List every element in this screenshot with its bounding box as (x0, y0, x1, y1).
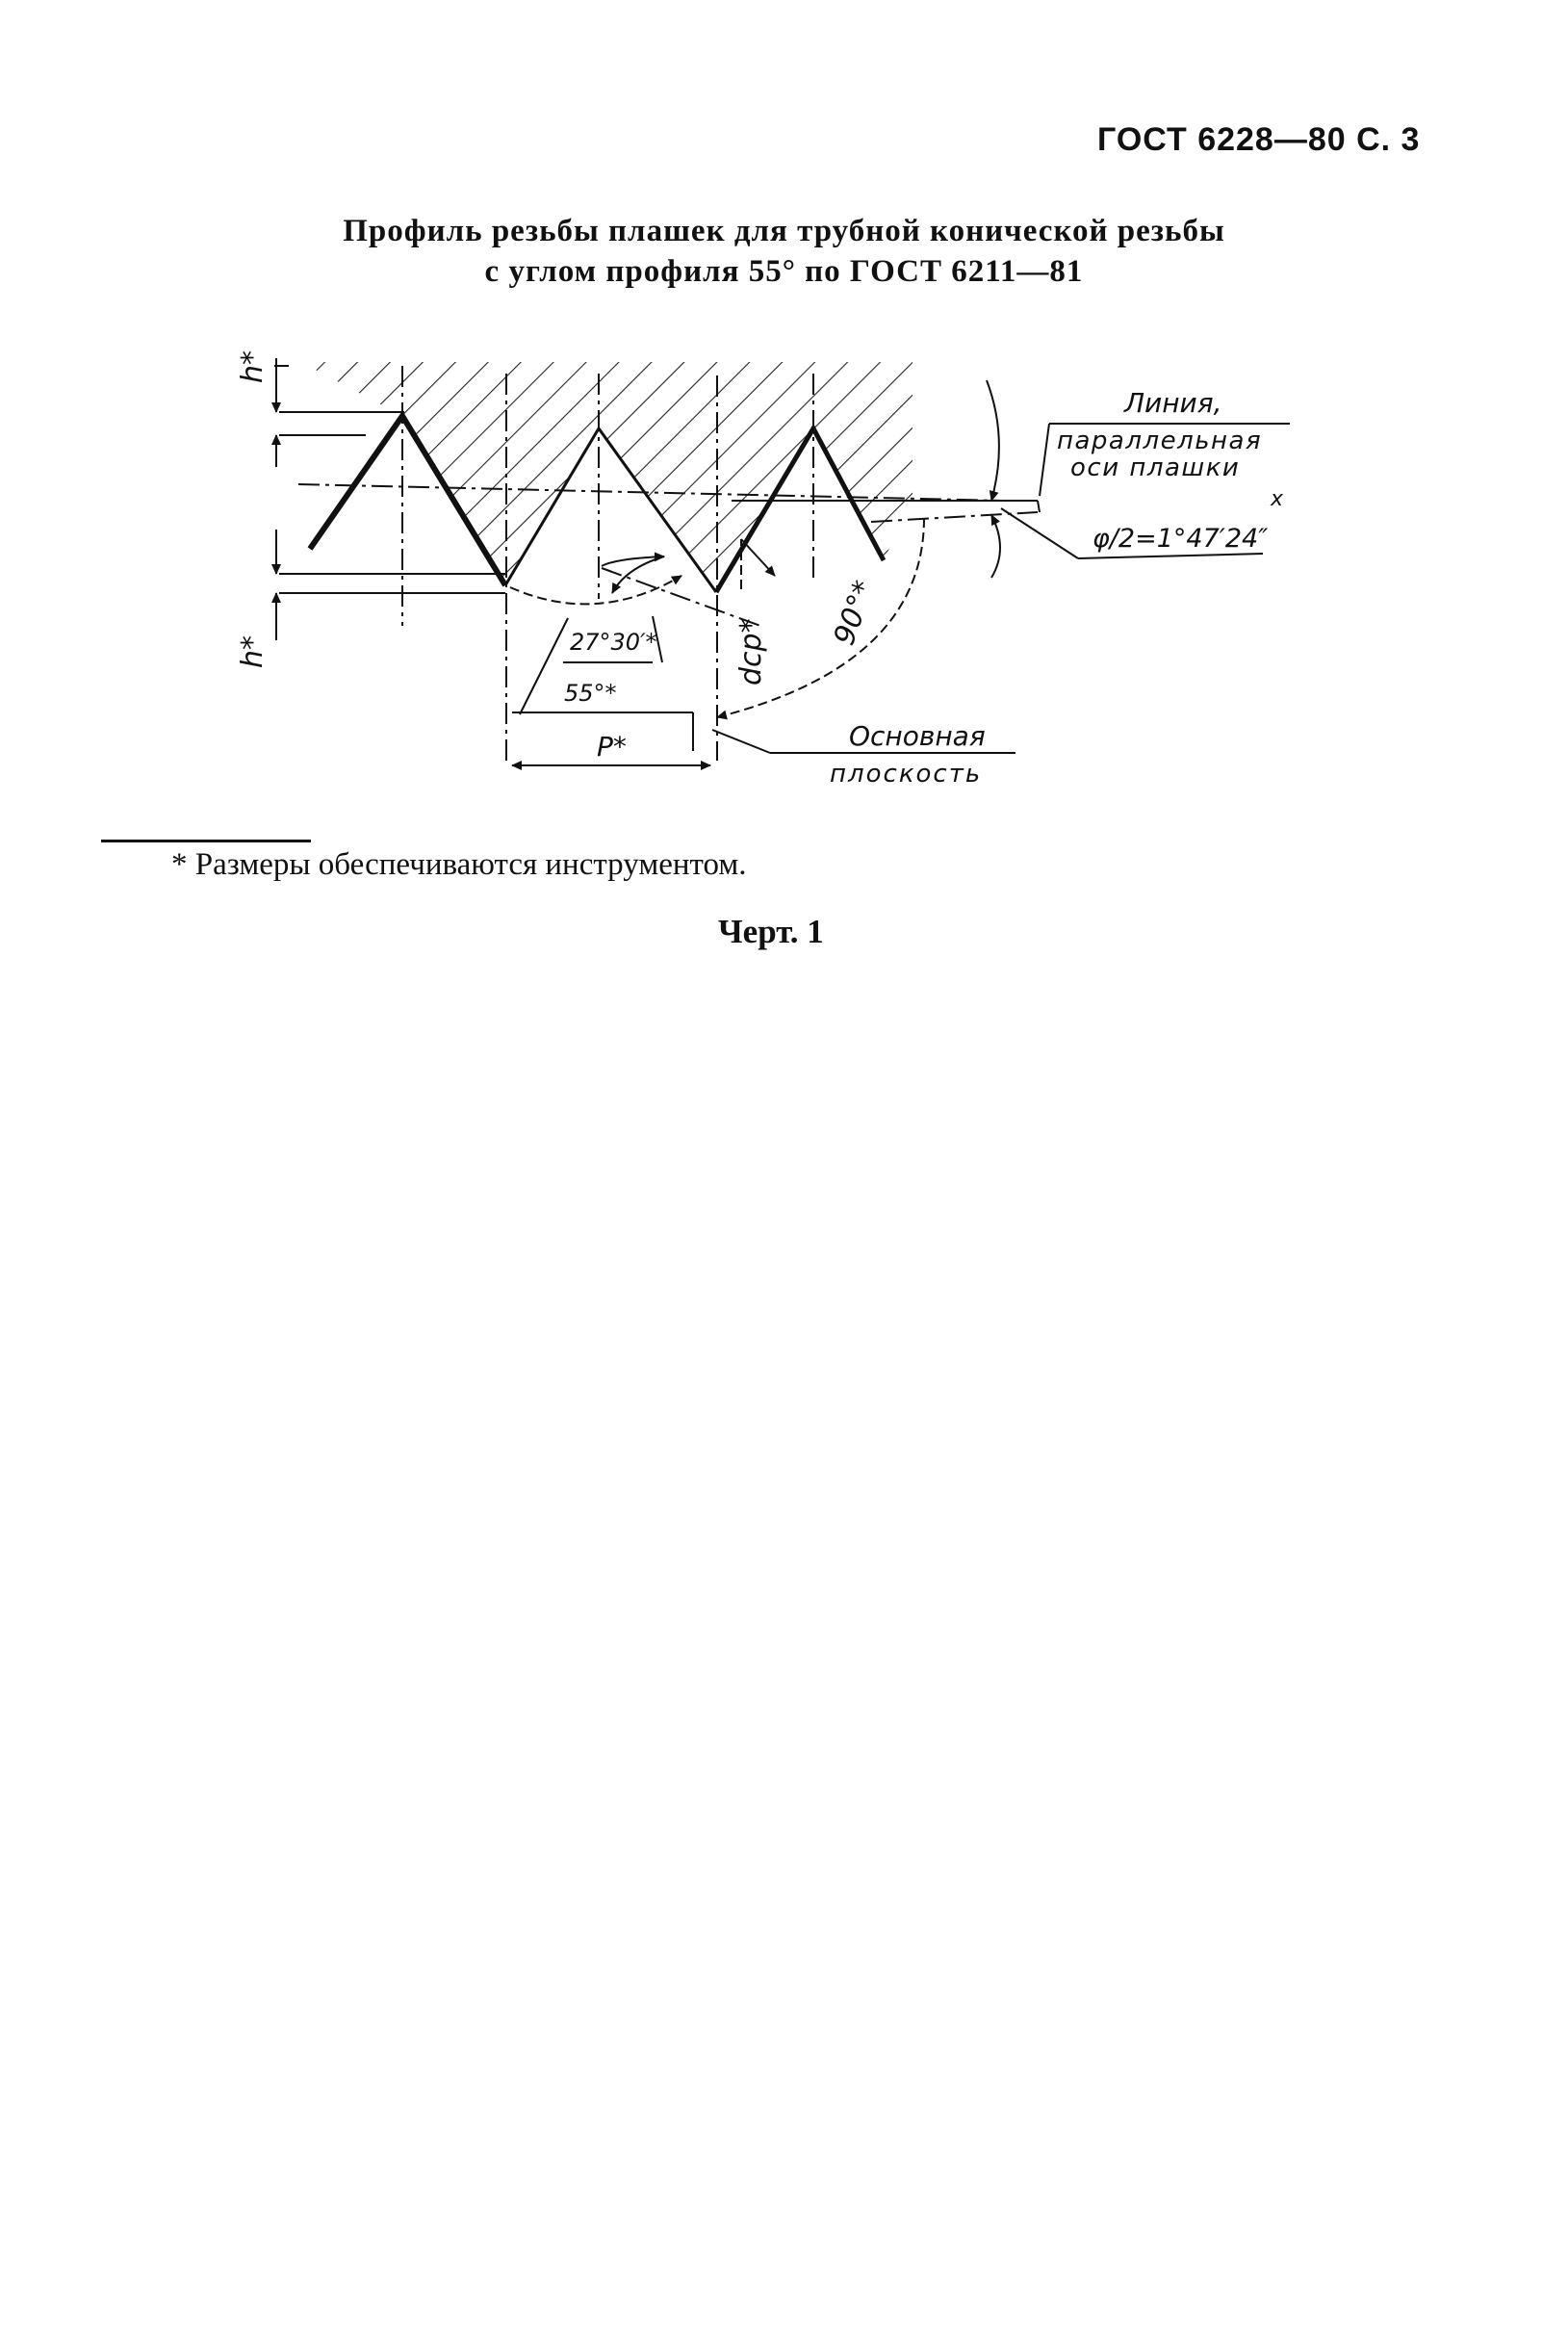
base-plane-line-1: Основная (849, 720, 986, 752)
figure-title-line-1: Профиль резьбы плашек для трубной конической резьбы (343, 214, 1225, 248)
axis-note-line-2: параллельная (1057, 427, 1263, 455)
h-top-label: h* (236, 349, 270, 383)
base-plane-line-2: плоскость (830, 760, 983, 789)
full-angle-label: 55°* (564, 680, 617, 707)
footnote: * Размеры обеспечиваются инструментом. (171, 847, 747, 882)
axis-mark-x: x (1271, 487, 1284, 511)
dcp-label: dср* (734, 618, 768, 686)
figure-title-line-2: с углом профиля 55° по ГОСТ 6211—81 (484, 254, 1084, 289)
axis-note-line-1: Линия, (1124, 387, 1222, 419)
page-header: ГОСТ 6228—80 С. 3 (1097, 121, 1421, 158)
taper-angle-label: φ/2=1°47′24″ (1092, 524, 1269, 554)
half-angle-label: 27°30′* (570, 629, 657, 656)
h-bottom-label: h* (236, 634, 270, 668)
thread-profile-drawing (0, 0, 1568, 867)
figure-caption: Черт. 1 (718, 913, 824, 950)
axis-note-line-3: оси плашки (1070, 453, 1241, 482)
pitch-label: P* (597, 731, 627, 763)
right-angle-label: 90°* (827, 576, 882, 650)
footnote-divider (101, 840, 311, 842)
